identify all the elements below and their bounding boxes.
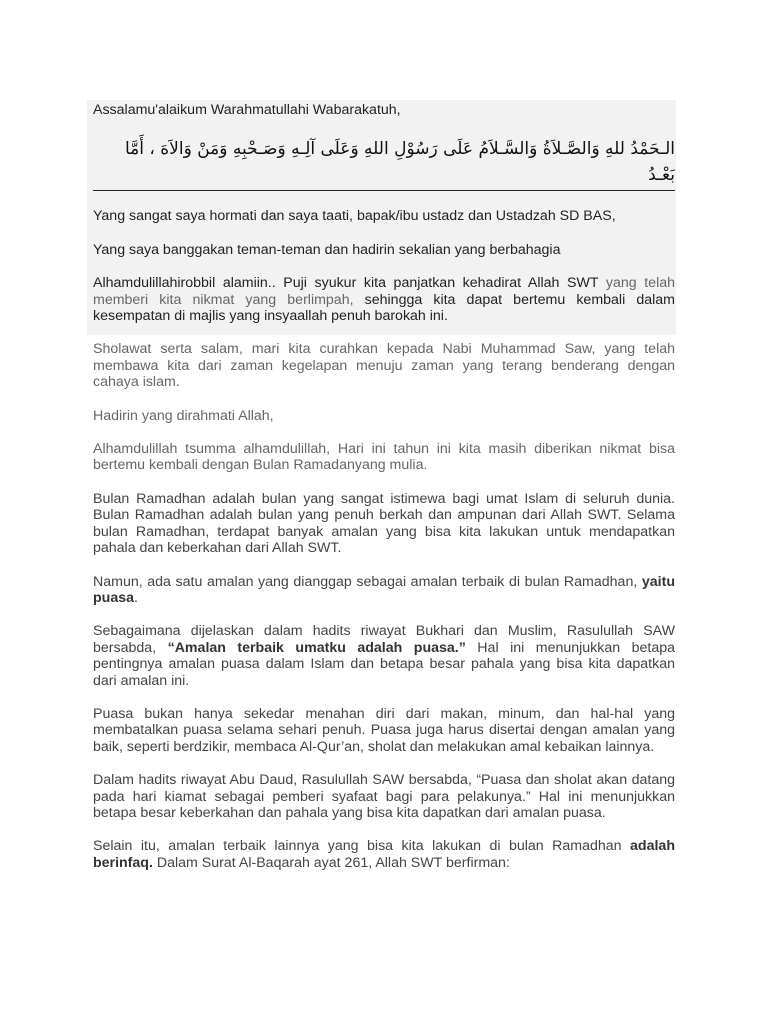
namun-bold: yaitu puasa	[93, 573, 675, 606]
paragraph-sholawat: Sholawat serta salam, mari kita curahkan kepada Nabi Muhammad Saw, yang telah membawa kita dari zaman kegelapan menuju zaman yang terang benderang dengan cahaya islam.	[93, 341, 675, 391]
infaq-text: Selain itu, amalan terbaik lainnya yang bisa kita lakukan di bulan Ramadhan	[93, 838, 631, 855]
paragraph-hormati: Yang sangat saya hormati dan saya taati, bapak/ibu ustadz dan Ustadzah SD BAS,	[93, 208, 616, 225]
paragraph-puasa: Puasa bukan hanya sekedar menahan diri dari makan, minum, dan hal-hal yang membatalkan puasa selama sehari penuh. Puasa juga harus disertai dengan amalan yang baik, seperti berdzikir, membaca Al-Qur’an, sholat dan melakukan amal kebaikan lainnya.	[93, 705, 675, 755]
hadits1-text: Sebagaimana dijelaskan dalam hadits riwayat Bukhari dan Muslim, Rasulullah SAW bersabda,	[93, 623, 675, 656]
paragraph-abu-daud: Dalam hadits riwayat Abu Daud, Rasulullah SAW bersabda, “Puasa dan sholat akan datang pada hari kiamat sebagai pemberi syafaat bagi para pelakunya.” Hal ini menunjukkan betapa besar keberkahan dan pahala yang bisa kita dapatkan dari amalan puasa.	[93, 772, 675, 821]
namun-text: Namun, ada satu amalan yang dianggap sebagai amalan terbaik di bulan Ramadhan,	[93, 573, 642, 590]
hadits1-rest: Hal ini menunjukkan betapa pentingnya amalan puasa dalam Islam dan betapa besar pahala yang bisa kita dapatkan dari amalan ini.	[93, 639, 676, 689]
hamdalah-part-a: Alhamdulillahirobbil alamiin.. Puji syukur kita panjatkan kehadirat Allah SWT	[93, 275, 599, 292]
paragraph-hadits-bukhari	[93, 623, 675, 689]
paragraph-hamdalah	[93, 275, 675, 324]
arabic-opening: الـحَمْدُ للهِ وَالصَّـلاَةُ وَالسَّـلاَمُ عَلَى رَسُوْلِ اللهِ وَعَلَى آلِـهِ وَصَـحْبِهِ وَمَنْ وَالاَهَ ، أَمَّا بَعْـدُ	[93, 136, 675, 191]
infaq-rest: Dalam Surat Al-Baqarah ayat 261, Allah SWT berfirman:	[152, 854, 510, 871]
paragraph-namun	[93, 574, 675, 607]
paragraph-ramadhan: Bulan Ramadhan adalah bulan yang sangat istimewa bagi umat Islam di seluruh dunia. Bulan Ramadhan adalah bulan yang penuh berkah dan ampunan dari Allah SWT. Selama bulan Ramadhan, terdapat banyak amalan yang bisa kita lakukan untuk mendapatkan pahala dan keberkahan dari Allah SWT.	[93, 490, 675, 557]
hamdalah-part-c: sehingga kita dapat bertemu kembali dalam kesempatan di majlis yang insyaallah penuh barokah ini.	[93, 291, 675, 325]
hadits1-quote: “Amalan terbaik umatku adalah puasa.”	[167, 639, 466, 656]
paragraph-banggakan: Yang saya banggakan teman-teman dan hadirin sekalian yang berbahagia	[93, 241, 561, 258]
paragraph-tsumma: Alhamdulillah tsumma alhamdulillah, Hari ini tahun ini kita masih diberikan nikmat bisa bertemu kembali dengan Bulan Ramadanyang mulia.	[93, 441, 675, 474]
namun-end: .	[134, 589, 138, 606]
hamdalah-part-b: yang telah memberi kita nikmat yang berlimpah,	[93, 275, 676, 308]
greeting: Assalamu'alaikum Warahmatullahi Wabarakatuh,	[93, 102, 401, 118]
infaq-bold: adalah berinfaq.	[93, 838, 675, 871]
document-body	[93, 102, 675, 871]
paragraph-hadirin: Hadirin yang dirahmati Allah,	[93, 407, 274, 424]
paragraph-infaq	[93, 838, 675, 871]
